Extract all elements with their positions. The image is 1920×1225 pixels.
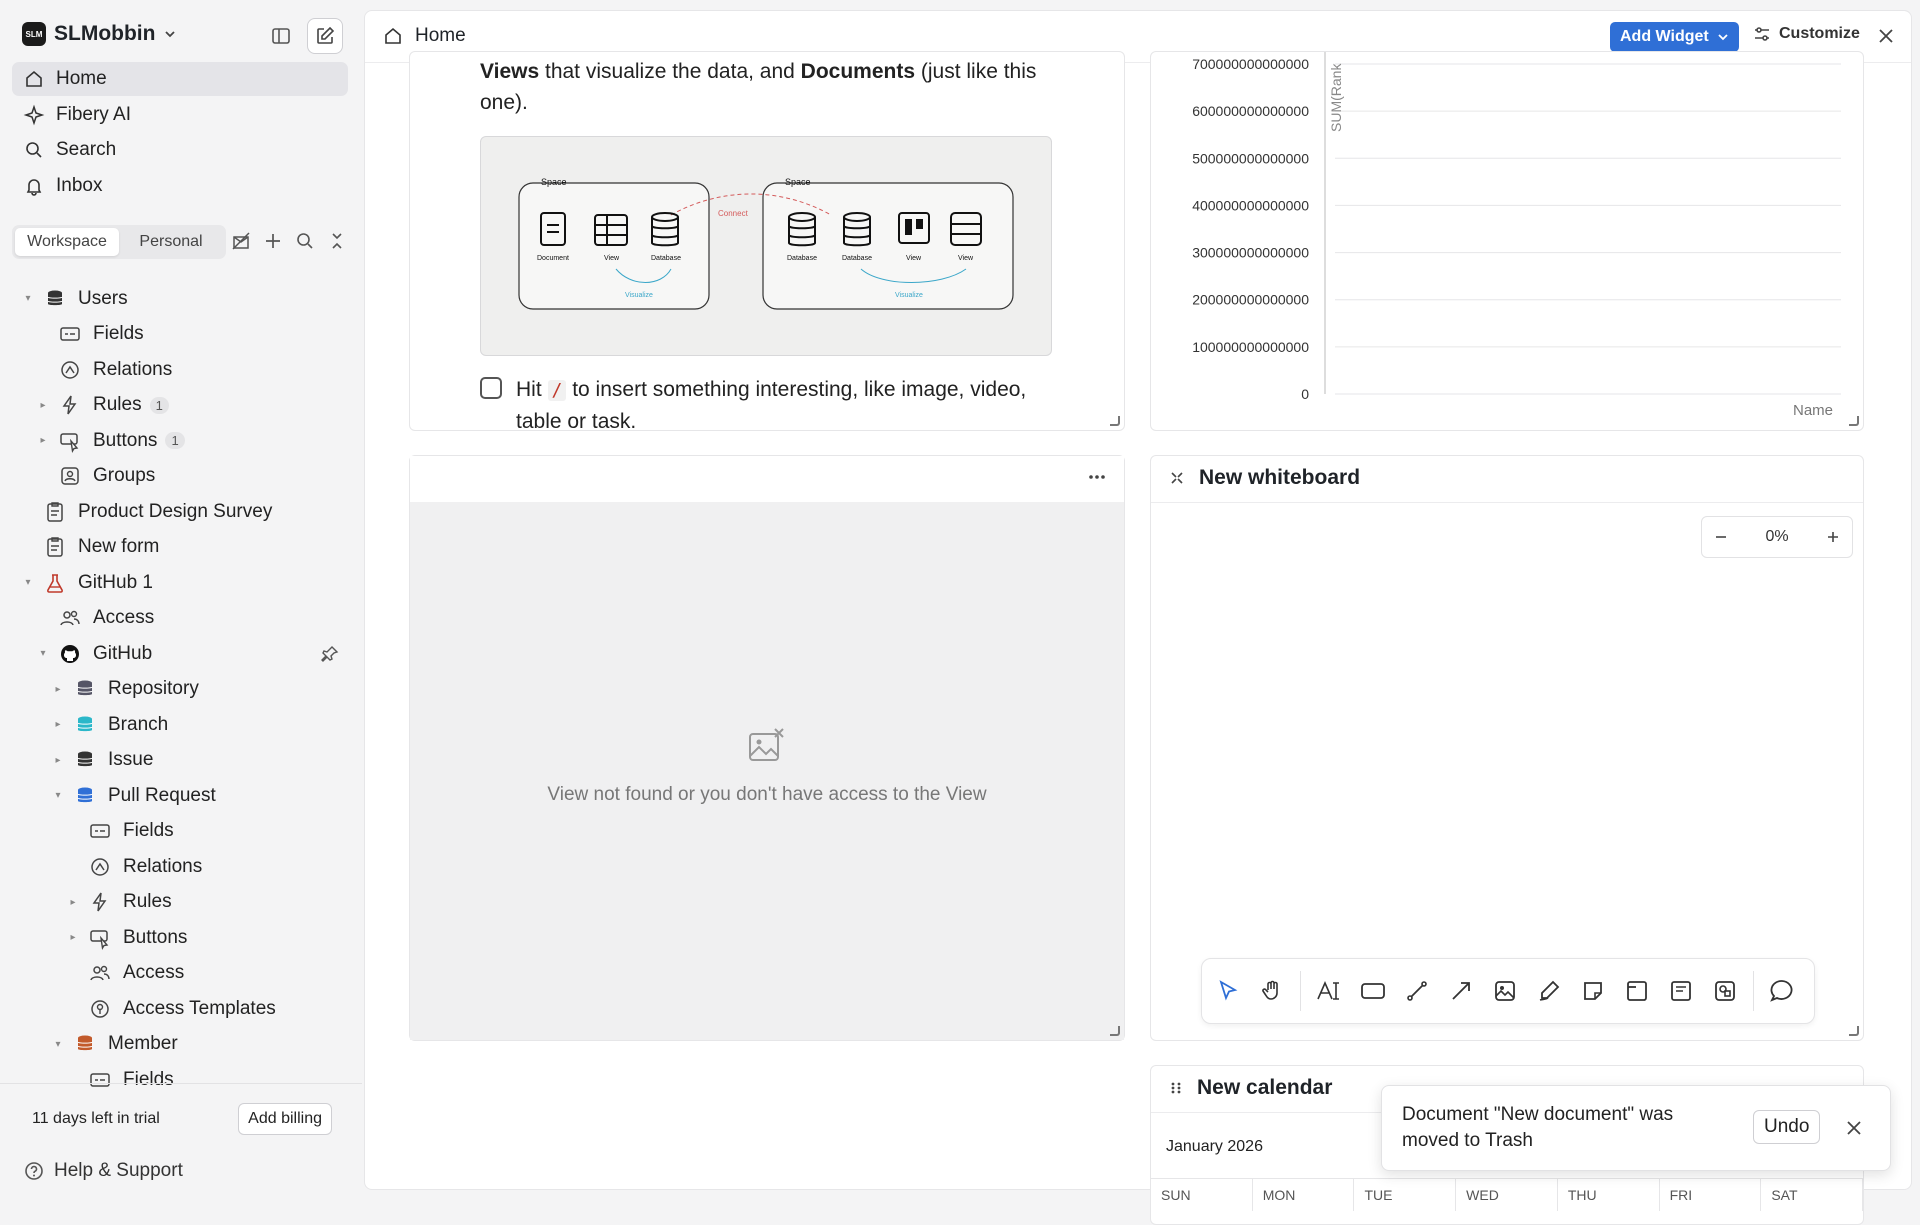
shapes-tool[interactable] [1709, 975, 1741, 1007]
rectangle-icon [1360, 979, 1386, 1003]
caret-right-icon[interactable]: ▸ [70, 932, 76, 943]
add-widget-button[interactable] [1610, 22, 1739, 52]
text-tool[interactable] [1313, 975, 1345, 1007]
tree-item-label: Access [123, 962, 185, 983]
caret-down-icon[interactable]: ▾ [25, 293, 31, 304]
caret-spacer [37, 612, 49, 624]
rectangle-tool[interactable] [1357, 975, 1389, 1007]
page-title [383, 25, 466, 47]
database-dark-icon [74, 749, 96, 771]
zoom-out-icon[interactable] [1714, 530, 1728, 544]
close-icon[interactable] [1844, 1118, 1864, 1138]
tree-item-access-templates[interactable] [0, 991, 350, 1026]
relations-icon [89, 856, 111, 878]
document-intro [480, 56, 1080, 118]
zoom-level: 0% [1765, 528, 1789, 545]
y-tick-label: 700000000000000 [1192, 56, 1309, 72]
toast-message: Document "New document" was moved to Trash [1402, 1104, 1674, 1151]
resize-handle[interactable] [1849, 416, 1859, 426]
diagram-label-view: View [604, 255, 620, 262]
line-tool[interactable] [1401, 975, 1433, 1007]
tree-item-label: Buttons [123, 926, 188, 948]
caret-spacer [37, 328, 49, 340]
tree-item-member[interactable] [0, 1027, 350, 1062]
tree-item-pull-request[interactable] [0, 778, 350, 813]
caret-spacer [22, 506, 34, 518]
chevron-down-icon [1717, 31, 1729, 43]
image-tool[interactable] [1489, 975, 1521, 1007]
caret-right-icon[interactable]: ▸ [70, 896, 76, 908]
collapse-icon[interactable] [1169, 470, 1185, 486]
caret-right-icon[interactable]: ▸ [55, 754, 61, 766]
tree-item-access[interactable] [0, 601, 350, 636]
weekday-wed: WED [1456, 1179, 1558, 1211]
tree-item-github[interactable] [0, 636, 350, 671]
tree-item-fields[interactable] [0, 814, 350, 849]
help-label: Help & Support [54, 1160, 183, 1181]
diagram-graphic [481, 137, 1053, 357]
toggle-sidebar-button[interactable] [263, 18, 299, 54]
button-icon [89, 927, 111, 949]
tree-item-label: Relations [123, 855, 203, 877]
weekday-tue: TUE [1354, 1179, 1456, 1211]
undo-toast [1381, 1085, 1891, 1171]
frame-tool[interactable] [1621, 975, 1653, 1007]
sidebar [0, 0, 362, 1200]
intro-text: that visualize the data, and [539, 60, 801, 83]
chart-widget[interactable] [1150, 51, 1864, 431]
tab-personal[interactable]: Personal [139, 233, 203, 250]
tree-item-label: GitHub 1 [78, 571, 153, 593]
home-icon [24, 69, 44, 89]
weekday-fri: FRI [1660, 1179, 1762, 1211]
concept-diagram [480, 136, 1052, 356]
fields-icon [59, 323, 81, 345]
sticky-note-tool[interactable] [1577, 975, 1609, 1007]
resize-handle[interactable] [1110, 416, 1120, 426]
caret-right-icon[interactable]: ▸ [40, 399, 46, 411]
tree-item-buttons[interactable] [0, 423, 350, 458]
tree-item-relations[interactable] [0, 849, 350, 884]
whiteboard-title: New whiteboard [1199, 466, 1361, 489]
close-icon[interactable] [1875, 25, 1897, 47]
cursor-icon [1216, 979, 1240, 1003]
caret-down-icon[interactable]: ▾ [55, 790, 61, 801]
tree-item-label: Fields [123, 1068, 174, 1090]
tree-item-fields[interactable] [0, 317, 350, 352]
select-tool[interactable] [1212, 975, 1244, 1007]
tree-item-label: Users [78, 287, 128, 309]
nav-search[interactable] [12, 133, 348, 167]
tree-item-buttons[interactable] [0, 920, 350, 955]
tree-item-label: Rules [93, 394, 142, 415]
hand-icon [1260, 979, 1284, 1003]
whiteboard-header [1169, 466, 1360, 490]
access-template-icon [89, 998, 111, 1020]
customize-button[interactable] [1753, 25, 1860, 43]
weekday-sat: SAT [1761, 1179, 1863, 1211]
calendar-weekdays [1151, 1178, 1863, 1211]
fields-icon [89, 820, 111, 842]
diagram-label-view-r2: View [958, 255, 974, 262]
drag-handle-icon[interactable] [1169, 1081, 1183, 1095]
caret-spacer [67, 967, 79, 979]
zoom-in-icon[interactable] [1826, 530, 1840, 544]
hand-tool[interactable] [1256, 975, 1288, 1007]
caret-right-icon[interactable]: ▸ [55, 683, 61, 695]
resize-handle[interactable] [1110, 1026, 1120, 1036]
new-document-button[interactable] [307, 18, 343, 54]
tree-item-label: Access [93, 607, 155, 628]
intro-text-end: (just like this one). [480, 60, 1037, 114]
integration-sync-icon[interactable] [320, 644, 340, 664]
tree-item-repository[interactable] [0, 672, 350, 707]
y-tick-label: 300000000000000 [1192, 244, 1309, 261]
tree-item-users[interactable] [0, 281, 350, 316]
whiteboard-widget[interactable] [1150, 455, 1864, 1041]
task-text [516, 374, 1060, 437]
broken-image-icon [746, 726, 786, 766]
nav-label: Inbox [56, 175, 103, 196]
caret-right-icon[interactable]: ▸ [40, 435, 46, 446]
document-widget[interactable] [409, 51, 1125, 431]
diagram-space-label-right: Space [785, 177, 811, 187]
tree-item-label: Product Design Survey [78, 500, 273, 522]
relations-icon [59, 359, 81, 381]
help-support-link[interactable] [24, 1160, 183, 1182]
tree-item-label: Relations [93, 358, 173, 380]
weekday-sun: SUN [1151, 1179, 1253, 1211]
page-title-text: Home [415, 25, 466, 46]
y-tick-label: 500000000000000 [1192, 150, 1309, 167]
card-icon [1669, 979, 1693, 1003]
pen-icon [1537, 979, 1561, 1003]
sidebar-tools [230, 230, 348, 252]
caret-down-icon[interactable]: ▾ [40, 648, 46, 659]
y-axis-label: SUM(Rank [1328, 63, 1344, 132]
tree-item-label: Rules [123, 891, 172, 912]
line-icon [1405, 979, 1429, 1003]
task-checkbox[interactable] [480, 377, 502, 399]
form-icon [44, 501, 66, 523]
count-badge: 1 [165, 432, 184, 449]
trial-banner [0, 1083, 362, 1153]
view-error-message: View not found or you don't have access to the View [547, 784, 987, 805]
x-axis-label: Name [1792, 402, 1833, 419]
arrow-tool[interactable] [1445, 975, 1477, 1007]
chevron-down-icon [163, 27, 177, 41]
view-widget-body [410, 502, 1124, 1040]
tree-item-issue[interactable] [0, 743, 350, 778]
task-post: to insert something interesting, like image, video, table or task. [516, 378, 1027, 433]
database-icon [44, 288, 66, 310]
whiteboard-toolbar [1201, 958, 1815, 1024]
caret-spacer [37, 470, 49, 482]
diagram-space-label-left: Space [541, 177, 567, 187]
task-pre: Hit [516, 378, 542, 401]
sliders-icon [1753, 25, 1771, 43]
database-gray-icon [74, 678, 96, 700]
intro-bold-views: Views [480, 60, 540, 83]
tree-item-github-1[interactable] [0, 565, 350, 600]
nav-inbox[interactable] [12, 169, 348, 203]
toolbar-divider [1300, 971, 1301, 1011]
weekday-thu: THU [1558, 1179, 1660, 1211]
tree-item-label: GitHub [93, 642, 153, 664]
tree-item-label: Member [108, 1033, 178, 1054]
sticky-note-icon [1581, 979, 1605, 1003]
tree-item-label: Buttons [93, 429, 158, 451]
intro-bold-documents: Documents [800, 60, 916, 83]
tree-item-access[interactable] [0, 956, 350, 991]
home-icon [383, 26, 403, 46]
workspace-personal-switch [12, 225, 226, 259]
workspace-logo: SLM [22, 22, 46, 46]
nav-label: Search [56, 139, 117, 160]
y-tick-label: 600000000000000 [1192, 103, 1309, 120]
bolt-icon [89, 891, 111, 913]
text-icon [1316, 979, 1342, 1003]
bolt-icon [59, 394, 81, 416]
tree-item-label: Issue [108, 749, 154, 770]
add-billing-button[interactable]: Add billing [238, 1103, 332, 1135]
caret-spacer [67, 861, 79, 873]
database-blue-icon [74, 785, 96, 807]
diagram-connect-label: Connect [718, 209, 748, 218]
search-icon [24, 140, 44, 160]
compose-icon [315, 26, 335, 46]
nav-fibery-ai[interactable] [12, 98, 348, 132]
tree-item-new-form[interactable] [0, 530, 350, 565]
caret-spacer [67, 1003, 79, 1015]
bell-icon [24, 176, 44, 196]
tree-item-groups[interactable] [0, 459, 350, 494]
diagram-label-database-r1: Database [787, 255, 817, 262]
tab-workspace[interactable]: Workspace [15, 228, 119, 256]
toolbar-divider [1753, 971, 1754, 1011]
weekday-mon: MON [1253, 1179, 1355, 1211]
database-teal-icon [74, 714, 96, 736]
task-slash-key: / [548, 380, 567, 401]
tree-item-rules[interactable] [0, 388, 350, 423]
diagram-label-view-r1: View [906, 255, 922, 262]
diagram-visualize-right: Visualize [895, 292, 923, 299]
caret-down-icon[interactable]: ▾ [25, 577, 31, 588]
trial-text: 11 days left in trial [32, 1109, 160, 1127]
card-tool[interactable] [1665, 975, 1697, 1007]
github-icon [59, 643, 81, 665]
pen-tool[interactable] [1533, 975, 1565, 1007]
form-icon [44, 536, 66, 558]
diagram-label-database: Database [651, 255, 681, 262]
plus-icon[interactable] [262, 230, 284, 252]
comment-icon [1769, 978, 1795, 1004]
caret-spacer [22, 541, 34, 553]
tree-item-label: New form [78, 536, 160, 557]
nav-label: Fibery AI [56, 104, 131, 125]
diagram-visualize-left: Visualize [625, 292, 653, 299]
tree-item-label: Fields [123, 820, 174, 841]
nav-home[interactable] [12, 62, 348, 96]
tree-item-product-design-survey[interactable] [0, 494, 350, 529]
chart-svg [1151, 52, 1865, 432]
count-badge: 1 [150, 397, 169, 414]
tree-item-label: Fields [93, 323, 144, 344]
nav-label: Home [56, 68, 107, 89]
task-item [480, 374, 1060, 437]
sidebar-toggle-icon [271, 26, 291, 46]
groups-icon [59, 465, 81, 487]
workspace-switcher[interactable] [22, 22, 177, 46]
customize-label: Customize [1779, 25, 1860, 42]
help-icon [24, 1161, 44, 1181]
tree-item-label: Repository [108, 678, 199, 699]
caret-right-icon[interactable]: ▸ [55, 719, 61, 730]
access-icon [59, 607, 81, 629]
zoom-control [1701, 516, 1853, 558]
calendar-title: New calendar [1197, 1076, 1333, 1099]
resize-handle[interactable] [1849, 1026, 1859, 1036]
caret-down-icon[interactable]: ▾ [55, 1038, 61, 1050]
calendar-month: January 2026 [1166, 1138, 1263, 1155]
workspace-name: SLMobbin [54, 22, 156, 45]
frame-icon [1625, 979, 1649, 1003]
caret-spacer [37, 364, 49, 376]
main-panel [364, 10, 1912, 1203]
hide-empty-icon[interactable] [230, 230, 252, 252]
tree-item-branch[interactable] [0, 707, 350, 742]
y-tick-label: 0 [1301, 386, 1309, 402]
database-orange-icon [74, 1033, 96, 1055]
y-tick-label: 200000000000000 [1192, 291, 1309, 308]
search-icon[interactable] [294, 230, 316, 252]
access-icon [89, 962, 111, 984]
tree-item-relations[interactable] [0, 352, 350, 387]
diagram-label-database-r2: Database [842, 255, 872, 262]
caret-spacer [67, 825, 79, 837]
button-icon [59, 430, 81, 452]
tree-item-label: Groups [93, 465, 156, 486]
arrow-icon [1449, 979, 1473, 1003]
shapes-icon [1713, 979, 1737, 1003]
more-options-icon[interactable] [1088, 474, 1106, 480]
tree-item-label: Access Templates [123, 997, 276, 1019]
image-icon [1493, 979, 1517, 1003]
view-widget-header [410, 456, 1124, 502]
calendar-header [1169, 1076, 1332, 1100]
flask-icon [44, 572, 66, 594]
tree-item-rules[interactable] [0, 885, 350, 920]
tree-item-label: Pull Request [108, 784, 216, 806]
y-tick-label: 400000000000000 [1192, 197, 1309, 214]
collapse-all-icon[interactable] [326, 230, 348, 252]
view-widget[interactable] [409, 455, 1125, 1041]
diagram-label-document: Document [537, 255, 569, 262]
tree-item-label: Branch [108, 713, 169, 735]
comment-tool[interactable] [1766, 975, 1798, 1007]
add-widget-label: Add Widget [1620, 28, 1709, 45]
undo-button[interactable]: Undo [1753, 1110, 1820, 1144]
sparkle-icon [24, 105, 44, 125]
y-tick-label: 100000000000000 [1192, 338, 1309, 355]
